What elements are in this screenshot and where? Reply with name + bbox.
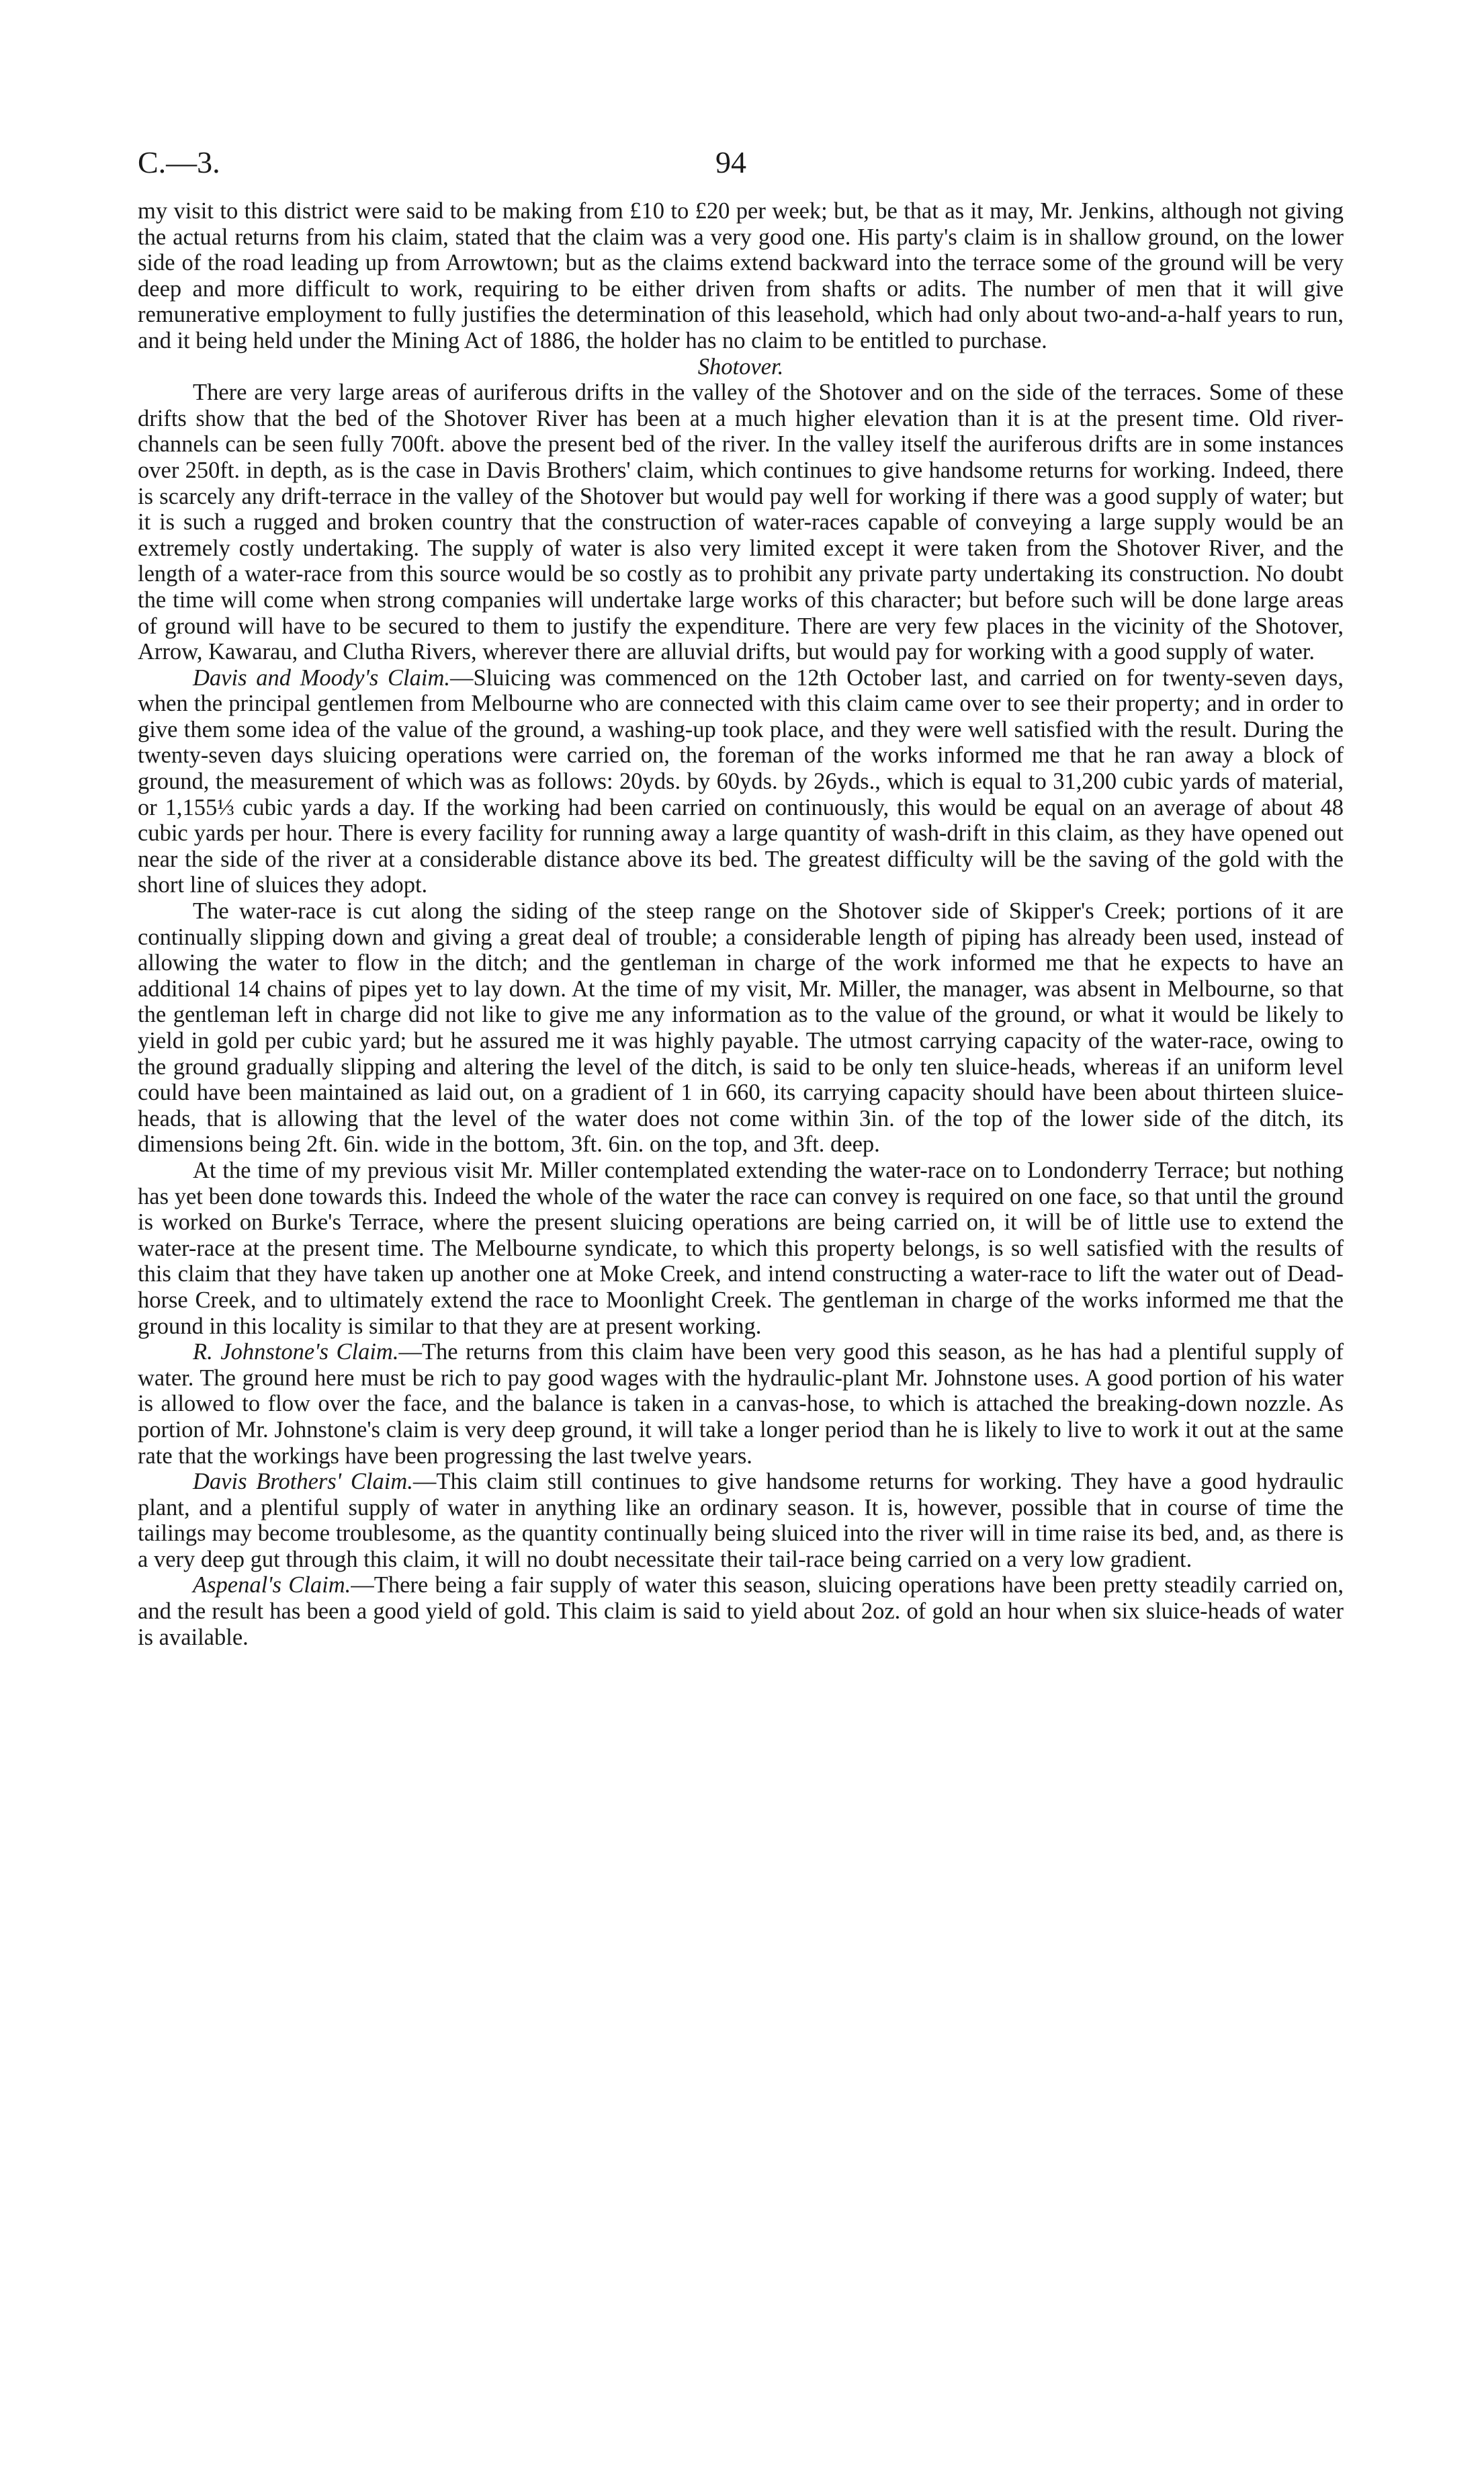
claim-text: —This claim still continues to give handsome returns for working. They have a good hydraulic plant, and a plentiful supply of water in anything like an ordinary season. It is, however, possible that in course of time the tailings may become troublesome, as the quantity continually being sluiced into the river will in time raise its bed, and, as there is a very deep gut through this claim, it will no doubt necessitate their tail-race being carried on a very low gradient. [138, 1469, 1344, 1572]
paragraph-aspenal [138, 1572, 1344, 1650]
claim-text: —There being a fair supply of water this season, sluicing operations have been pretty steadily carried on, and the result has been a good yield of gold. This claim is said to yield about 2oz. of gold an hour when six sluice-heads of water is available. [138, 1572, 1344, 1650]
page-number: 94 [715, 145, 746, 179]
paragraph-davis-moody [138, 665, 1344, 898]
paragraph-continuation: my visit to this district were said to be making from £10 to £20 per week; but, be that as it may, Mr. Jenkins, although not giving the actual returns from his claim, stated that the claim was a very good one. His party's claim is in shallow ground, on the lower side of the road leading up from Arrowtown; but as the claims extend backward into the terrace some of the ground will be very deep and more difficult to work, requiring to be either driven from shafts or adits. The number of men that it will give remunerative employment to fully justifies the determination of this leasehold, which had only about two-and-a-half years to run, and it being held under the Mining Act of 1886, the holder has no claim to be entitled to purchase. [138, 198, 1344, 353]
paragraph-johnstone [138, 1339, 1344, 1469]
paragraph-shotover-intro: There are very large areas of auriferous drifts in the valley of the Shotover and on the side of the terraces. Some of these drifts show that the bed of the Shotover River has been at a much higher elevation than it is at the present time. Old river-channels can be seen fully 700ft. above the present bed of the river. In the valley itself the auriferous drifts are in some instances over 250ft. in depth, as is the case in Davis Brothers' claim, which continues to give handsome returns for working. Indeed, there is scarcely any drift-terrace in the valley of the Shotover but would pay well for working if there was a good supply of water; but it is such a rugged and broken country that the construction of water-races capable of conveying a large supply would be an extremely costly undertaking. The supply of water is also very limited except it were taken from the Shotover River, and the length of a water-race from this source would be so costly as to prohibit any private party undertaking its construction. No doubt the time will come when strong companies will undertake large works of this character; but before such will be done large areas of ground will have to be secured to them to justify the expenditure. There are very few places in the vicinity of the Shotover, Arrow, Kawarau, and Clutha Rivers, wherever there are alluvial drifts, but would pay for working with a good supply of water. [138, 380, 1344, 665]
claim-title: Davis and Moody's Claim. [193, 664, 450, 691]
document-page [138, 144, 1344, 1650]
paragraph-davis-brothers [138, 1469, 1344, 1572]
paragraph-water-race: The water-race is cut along the siding of the steep range on the Shotover side of Skipper's Creek; portions of it are continually slipping down and giving a great deal of trouble; a considerable length of piping has already been used, instead of allowing the water to flow in the ditch; and the gentleman in charge of the work informed me that he expects to have an additional 14 chains of pipes yet to lay down. At the time of my visit, Mr. Miller, the manager, was absent in Melbourne, so that the gentleman left in charge did not like to give me any information as to the value of the ground, or what it would be likely to yield in gold per cubic yard; but he assured me it was highly payable. The utmost carrying capacity of the water-race, owing to the ground gradually slipping and altering the level of the ditch, is said to be only ten sluice-heads, whereas if an uniform level could have been maintained as laid out, on a gradient of 1 in 660, its carrying capacity should have been about thirteen sluice-heads, that is allowing that the level of the water does not come within 3in. of the top of the lower side of the ditch, its dimensions being 2ft. 6in. wide in the bottom, 3ft. 6in. on the top, and 3ft. deep. [138, 898, 1344, 1158]
document-reference: C.—3. [138, 145, 220, 179]
claim-text: —The returns from this claim have been very good this season, as he has had a plentiful supply of water. The ground here must be rich to pay good wages with the hydraulic-plant Mr. Johnstone uses. A good portion of his water is allowed to flow over the face, and the balance is taken in a canvas-hose, to which is attached the breaking-down nozzle. As portion of Mr. Johnstone's claim is very deep ground, it will take a longer period than he is likely to live to work it out at the same rate that the workings have been progressing the last twelve years. [138, 1339, 1344, 1469]
page-header [138, 144, 1344, 198]
claim-text: —Sluicing was commenced on the 12th October last, and carried on for twenty-seven days, when the principal gentlemen from Melbourne who are connected with this claim came over to see their property; and in order to give them some idea of the value of the ground, a washing-up took place, and they were well satisfied with the result. During the twenty-seven days sluicing operations were carried on, the foreman of the works informed me that he ran away a block of ground, the measurement of which was as follows: 20yds. by 60yds. by 26yds., which is equal to 31,200 cubic yards of material, or 1,155⅓ cubic yards a day. If the working had been carried on continuously, this would be equal on an average of about 48 cubic yards per hour. There is every facility for running away a large quantity of wash-drift in this claim, as they have opened out near the side of the river at a considerable distance above its bed. The greatest difficulty will be the saving of the gold with the short line of sluices they adopt. [138, 664, 1344, 898]
claim-title: R. Johnstone's Claim. [193, 1339, 399, 1365]
section-heading: Shotover. [697, 353, 784, 380]
paragraph-previous-visit: At the time of my previous visit Mr. Miller contemplated extending the water-race on to Londonderry Terrace; but nothing has yet been done towards this. Indeed the whole of the water the race can convey is required on one face, so that until the ground is worked on Burke's Terrace, where the present sluicing operations are being carried on, it will be of little use to extend the water-race at the present time. The Melbourne syndicate, to which this property belongs, is so well satisfied with the results of this claim that they have taken up another one at Moke Creek, and intend constructing a water-race to lift the water out of Dead-horse Creek, and to ultimately extend the race to Moonlight Creek. The gentleman in charge of the works informed me that the ground in this locality is similar to that they are at present working. [138, 1157, 1344, 1339]
claim-title: Davis Brothers' Claim. [193, 1469, 413, 1495]
body-text [138, 198, 1344, 1650]
claim-title: Aspenal's Claim. [193, 1572, 351, 1598]
